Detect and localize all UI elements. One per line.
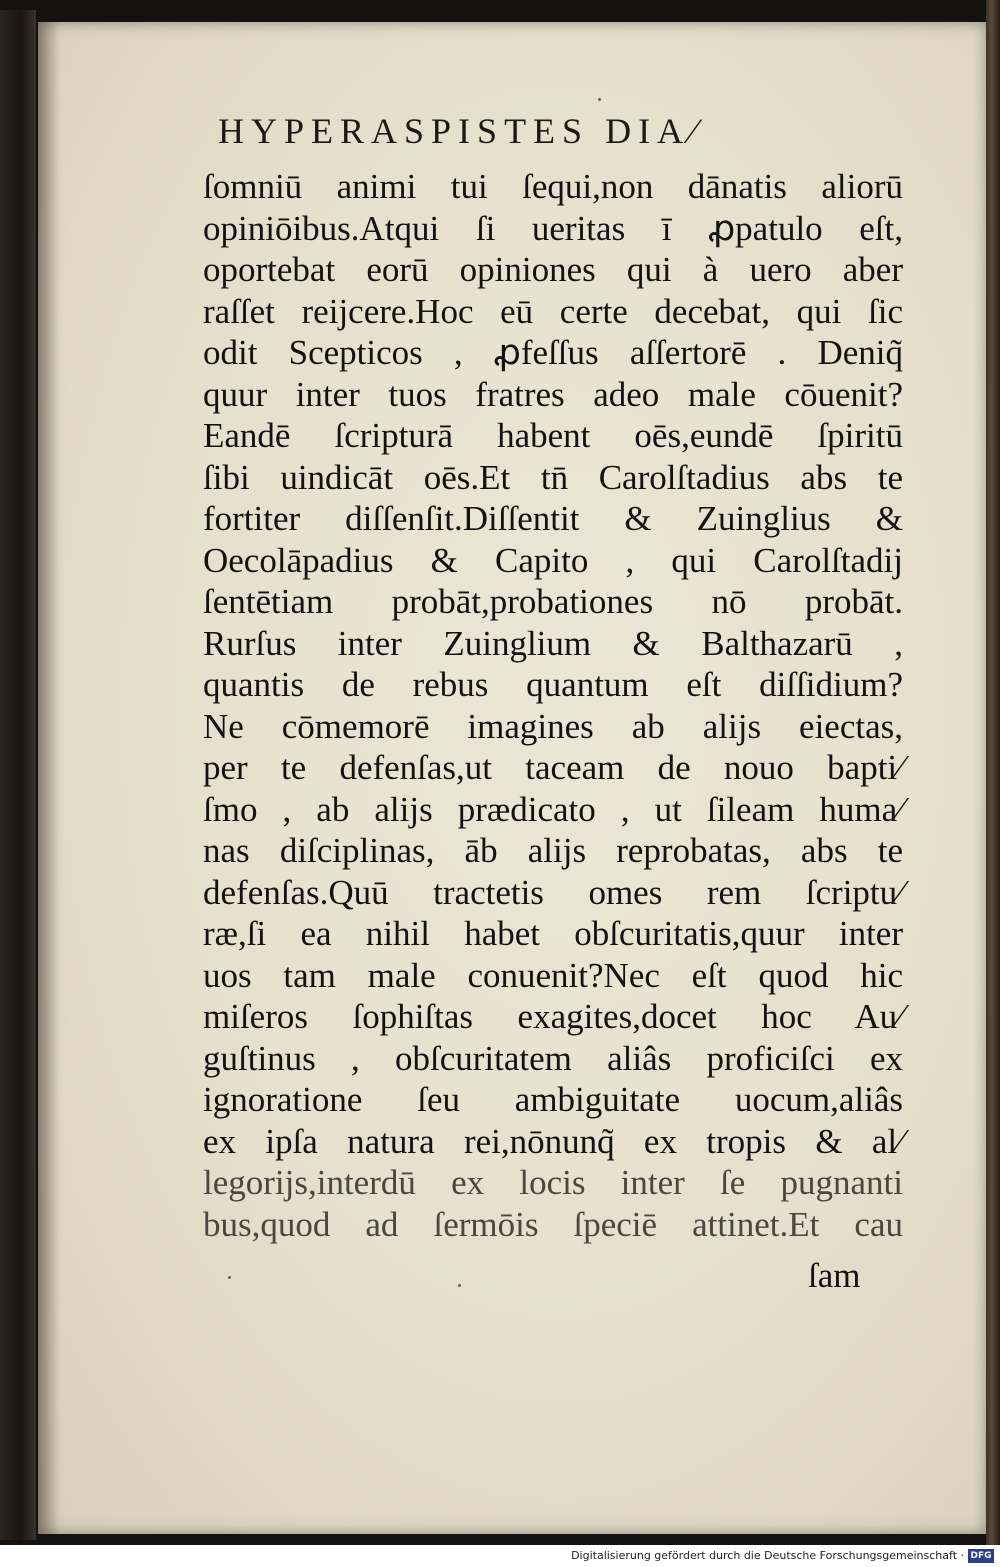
text-line: bus,quod ad ſermōis ſpeciē attinet.Et cau <box>203 1204 903 1244</box>
footer-bar <box>0 1545 1000 1567</box>
digitization-credit: Digitalisierung gefördert durch die Deutsche Forschungsgemeinschaft · <box>571 1549 964 1562</box>
running-head: HYPERASPISTES DIA⁄ <box>218 111 704 151</box>
text-line: Ne cōmemorē imagines ab alijs eiectas, <box>203 706 903 746</box>
text-line: ſmo , ab alijs prædicato , ut ſileam huma⁄ <box>203 789 903 829</box>
page-gutter-shadow <box>38 22 60 1534</box>
text-line: ex ipſa natura rei,nōnunq̃ ex tropis & al⁄ <box>203 1121 903 1161</box>
text-line: Rurſus inter Zuinglium & Balthazarū , <box>203 623 903 663</box>
text-line: defenſas.Quū tractetis omes rem ſcriptu⁄ <box>203 872 903 912</box>
text-line: guſtinus , obſcuritatem aliâs proficiſci ex <box>203 1038 903 1078</box>
text-line: odit Scepticos , ꝓfeſſus aſſertorē . Deniq̃ <box>203 333 903 372</box>
text-line: Oecolāpadius & Capito , qui Carolſtadij <box>203 540 903 580</box>
text-line: quantis de rebus quantum eſt diſſidium? <box>203 665 903 704</box>
text-line: per te defenſas,ut taceam de nouo bapti⁄ <box>203 748 903 787</box>
text-line: nas diſciplinas, āb alijs reprobatas, abs te <box>203 831 903 870</box>
paper-speck <box>228 1276 231 1279</box>
text-line: oportebat eorū opiniones qui à uero aber <box>203 250 903 289</box>
text-line: opiniōibus.Atqui ſi ueritas ī ꝓpatulo eſt, <box>203 208 903 248</box>
text-line: quur inter tuos fratres adeo male cōuenit? <box>203 374 903 414</box>
paper-speck <box>458 1284 461 1287</box>
text-line: ſentētiam probāt,probationes nō probāt. <box>203 582 903 621</box>
text-line: raſſet reijcere.Hoc eū certe decebat, qui ſic <box>203 291 903 331</box>
text-block <box>203 166 903 1245</box>
text-line: miſeros ſophiſtas exagites,docet hoc Au⁄ <box>203 997 903 1036</box>
text-line: ræ,ſi ea nihil habet obſcuritatis,quur inter <box>203 914 903 953</box>
text-line: ſibi uindicāt oēs.Et tn̄ Carolſtadius abs te <box>203 457 903 497</box>
text-line: uos tam male conuenit?Nec eſt quod hic <box>203 955 903 995</box>
text-line: Eandē ſcripturā habent oēs,eundē ſpiritū <box>203 416 903 455</box>
text-line: ſomniū animi tui ſequi,non dānatis aliorū <box>203 167 903 206</box>
dfg-logo-icon: DFG <box>968 1549 994 1563</box>
text-line: ignoratione ſeu ambiguitate uocum,aliâs <box>203 1080 903 1119</box>
text-line: fortiter diſſenſit.Diſſentit & Zuinglius & <box>203 499 903 538</box>
catchword: ſam <box>808 1256 861 1295</box>
text-line: legorijs,interdū ex locis inter ſe pugnanti <box>203 1163 903 1202</box>
paper-speck <box>598 98 601 101</box>
book-edge-right <box>986 0 1000 1545</box>
book-edge-left <box>0 10 36 1540</box>
